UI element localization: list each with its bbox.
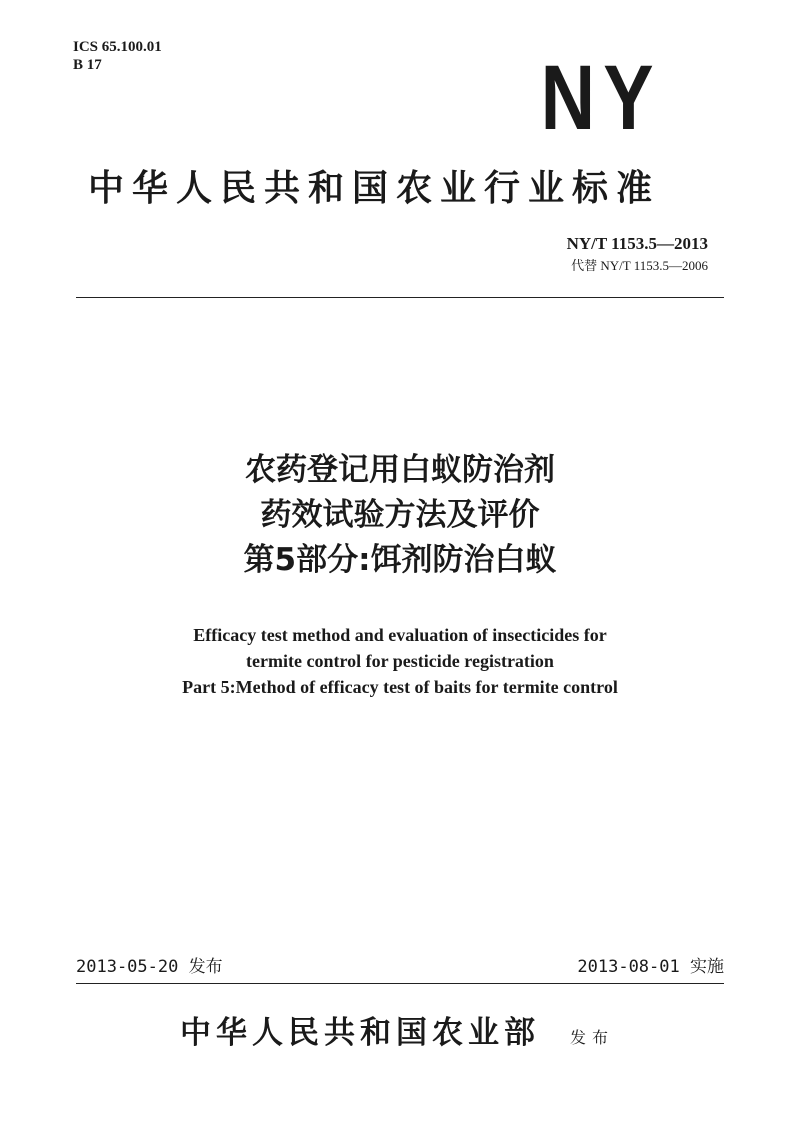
chinese-title-line-2: 药效试验方法及评价 bbox=[260, 497, 540, 533]
publish-label: 发布 bbox=[188, 957, 223, 977]
english-title bbox=[0, 622, 800, 700]
chinese-title-line-1: 农药登记用白蚁防治剂 bbox=[245, 452, 555, 488]
issuing-authority: 中华人民共和国农业部 bbox=[180, 1015, 540, 1051]
implement-date: 2013-08-01 bbox=[577, 957, 680, 977]
publish-date-block bbox=[76, 955, 223, 979]
issuer-suffix: 发布 bbox=[570, 1028, 615, 1047]
english-title-line-3: Part 5:Method of efficacy test of baits for termite control bbox=[182, 677, 618, 697]
standard-type-heading: 中华人民共和国农业行业标准 bbox=[88, 167, 661, 209]
standard-number: NY/T 1153.5—2013 bbox=[566, 234, 708, 253]
ics-code: ICS 65.100.01 bbox=[73, 39, 162, 55]
chinese-title bbox=[0, 448, 800, 583]
publish-date: 2013-05-20 bbox=[76, 957, 179, 977]
english-title-line-1: Efficacy test method and evaluation of insecticides for bbox=[193, 625, 607, 645]
chinese-title-line-3: 第5部分:饵剂防治白蚁 bbox=[243, 542, 557, 578]
english-title-line-2: termite control for pesticide registration bbox=[246, 651, 554, 671]
classification-codes bbox=[73, 38, 162, 74]
implement-label: 实施 bbox=[690, 957, 724, 977]
ny-logo: NY bbox=[540, 47, 662, 149]
ccs-code: B 17 bbox=[73, 57, 102, 73]
replaces-standard: 代替 NY/T 1153.5—2006 bbox=[571, 258, 708, 273]
bottom-divider bbox=[76, 983, 724, 984]
top-divider bbox=[76, 297, 724, 298]
implement-date-block bbox=[577, 955, 724, 979]
